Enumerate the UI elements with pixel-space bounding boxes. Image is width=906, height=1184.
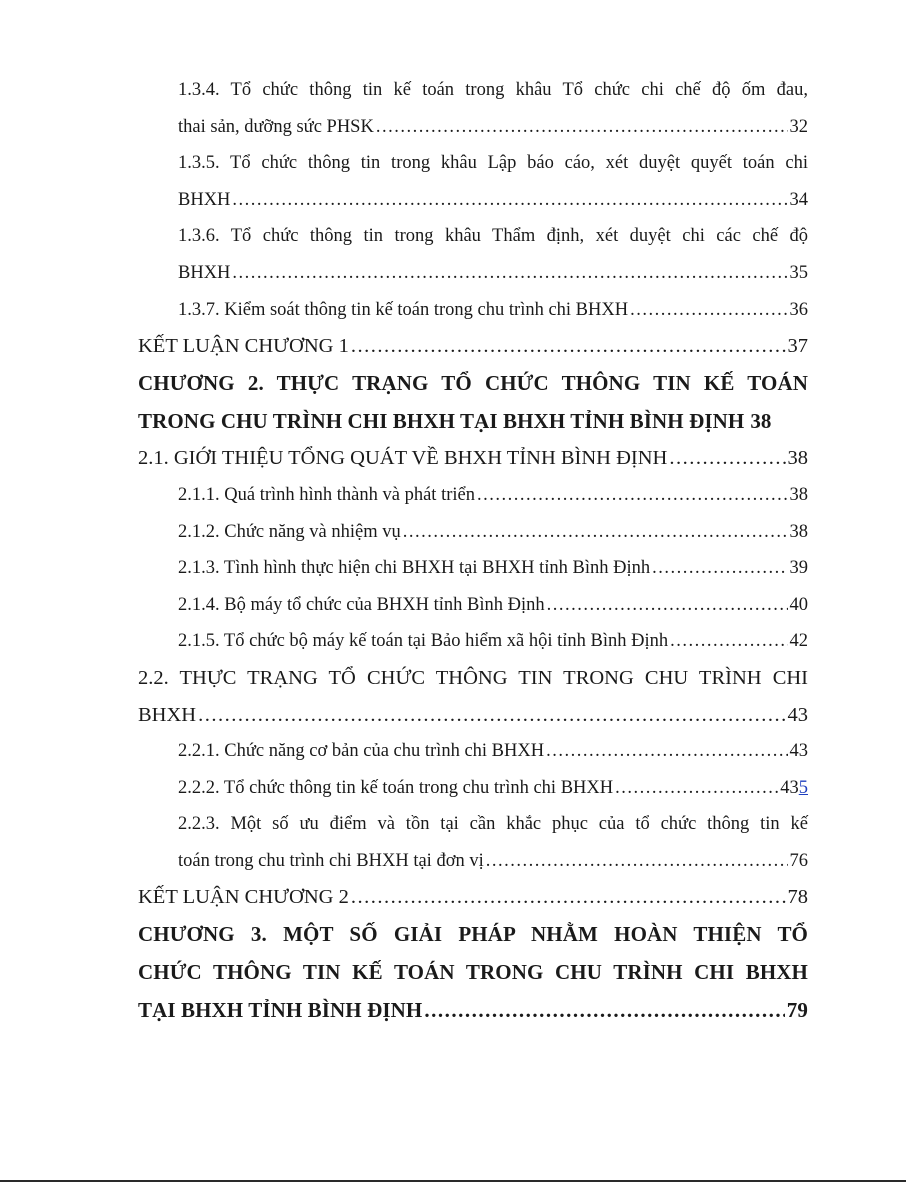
page-number: 34 [789,189,808,210]
dot-leader [669,440,785,477]
toc-entry-text: 1.3.4. Tổ chức thông tin kế toán trong khâu Tổ chức chi chế độ ốm đau, [178,80,808,100]
toc-entry-1-3-6-line1[interactable] [138,218,808,255]
dot-leader [652,550,787,587]
toc-entry-text: 2.2.2. Tổ chức thông tin kế toán trong chu trình chi BHXH [178,777,614,798]
dot-leader [630,292,787,329]
toc-entry-text: 2.2.3. Một số ưu điểm và tồn tại cần khắc phục của tổ chức thông tin kế [178,814,808,835]
page-number: 76 [789,850,808,871]
toc-entry-text: 2.1.1. Quá trình hình thành và phát triển [178,484,475,505]
toc-entry-2-1-5[interactable] [138,623,808,660]
page-number: 35 [789,262,808,283]
toc-entry-chuong-2-line2[interactable] [138,403,808,441]
page-number-link[interactable]: 5 [798,777,808,798]
toc-entry-chuong-3-line2[interactable] [138,954,808,992]
toc-entry-text: 2.1.3. Tình hình thực hiện chi BHXH tại BHXH tỉnh Bình Định [178,558,651,579]
toc-entry-2-1-3[interactable] [138,550,808,587]
toc-entry-text: KẾT LUẬN CHƯƠNG 2 [138,886,349,909]
toc-entry-text: KẾT LUẬN CHƯƠNG 1 [138,335,349,358]
page-number: 43 [787,703,808,726]
page-number: 38 [787,447,808,470]
toc-entry-2-2-line2[interactable] [138,697,808,734]
dot-leader [232,255,787,292]
toc-entry-chuong-3-line1[interactable] [138,916,808,954]
dot-leader [615,770,778,807]
table-of-contents [138,72,808,1029]
page-number: 42 [789,631,808,652]
dot-leader [232,182,787,219]
toc-entry-2-1[interactable] [138,440,808,477]
toc-entry-2-2-line1[interactable] [138,660,808,697]
toc-entry-text: 1.3.7. Kiểm soát thông tin kế toán trong chu trình chi BHXH [178,299,629,320]
page-number: 39 [789,558,808,579]
toc-entry-2-1-1[interactable] [138,477,808,514]
chapter-heading-text: CHƯƠNG 2. THỰC TRẠNG TỔ CHỨC THÔNG TIN KẾ TOÁN [138,370,808,395]
toc-entry-chuong-2-line1[interactable] [138,365,808,403]
toc-entry-1-3-4-line1[interactable] [138,72,808,109]
toc-entry-ket-luan-chuong-1[interactable] [138,328,808,365]
toc-entry-1-3-5-line1[interactable] [138,145,808,182]
dot-leader [547,587,788,624]
dot-leader [477,477,788,514]
page-number: 43 [789,741,808,762]
toc-entry-chuong-3-line3[interactable] [138,992,808,1030]
page-number: 78 [787,886,808,909]
toc-entry-text: BHXH [178,189,231,210]
page-number: 38 [789,484,808,505]
chapter-heading-text: CHỨC THÔNG TIN KẾ TOÁN TRONG CHU TRÌNH CHI BHXH [138,959,808,984]
chapter-heading-text: TRONG CHU TRÌNH CHI BHXH TẠI BHXH TỈNH BÌNH ĐỊNH [138,408,745,433]
toc-entry-1-3-7[interactable] [138,292,808,329]
dot-leader [486,843,788,880]
toc-entry-1-3-6-line2[interactable] [138,255,808,292]
toc-entry-ket-luan-chuong-2[interactable] [138,879,808,916]
toc-entry-text: 1.3.6. Tổ chức thông tin trong khâu Thẩm định, xét duyệt chi các chế độ [178,226,808,247]
toc-entry-2-2-1[interactable] [138,733,808,770]
toc-entry-2-1-4[interactable] [138,587,808,624]
dot-leader [546,733,787,770]
dot-leader [403,514,788,551]
toc-entry-text: 2.1.2. Chức năng và nhiệm vụ [178,521,401,542]
dot-leader [351,879,786,916]
toc-entry-text: toán trong chu trình chi BHXH tại đơn vị [178,850,484,871]
toc-entry-2-2-3-line2[interactable] [138,843,808,880]
chapter-heading-text: CHƯƠNG 3. MỘT SỐ GIẢI PHÁP NHẰM HOÀN THIỆN TỔ [138,922,808,947]
page-number: 32 [789,116,808,137]
toc-entry-text: BHXH [138,703,197,726]
page-number [780,770,808,807]
toc-entry-text: 2.1. GIỚI THIỆU TỔNG QUÁT VỀ BHXH TỈNH BÌNH ĐỊNH [138,447,668,470]
toc-entry-text: BHXH [178,262,231,283]
toc-entry-1-3-4-line2[interactable] [138,109,808,146]
page-number: 38 [789,521,808,542]
toc-entry-2-2-3-line1[interactable] [138,806,808,843]
toc-entry-text: thai sản, dưỡng sức PHSK [178,116,374,137]
page-number: 79 [786,997,808,1022]
page-number-main: 43 [780,777,799,798]
toc-entry-text: 1.3.5. Tổ chức thông tin trong khâu Lập báo cáo, xét duyệt quyết toán chi [178,153,808,174]
page-number: 36 [789,299,808,320]
toc-entry-text: 2.1.5. Tổ chức bộ máy kế toán tại Bảo hiểm xã hội tỉnh Bình Định [178,631,669,652]
dot-leader [670,623,787,660]
dot-leader [376,109,788,146]
dot-leader [351,328,786,365]
dot-leader [198,697,785,734]
chapter-heading-text: TẠI BHXH TỈNH BÌNH ĐỊNH [138,997,423,1022]
page-number: 38 [750,408,772,433]
page-number: 40 [789,594,808,615]
toc-entry-2-2-2[interactable] [138,770,808,807]
toc-entry-text: 2.1.4. Bộ máy tổ chức của BHXH tỉnh Bình Định [178,594,545,615]
toc-entry-text: 2.2.1. Chức năng cơ bản của chu trình chi BHXH [178,741,545,762]
dot-leader [424,992,784,1030]
toc-entry-2-1-2[interactable] [138,514,808,551]
toc-entry-1-3-5-line2[interactable] [138,182,808,219]
toc-entry-text: 2.2. THỰC TRẠNG TỔ CHỨC THÔNG TIN TRONG CHU TRÌNH CHI [138,666,808,689]
page-bottom-border [0,1180,906,1182]
page-number: 37 [787,335,808,358]
